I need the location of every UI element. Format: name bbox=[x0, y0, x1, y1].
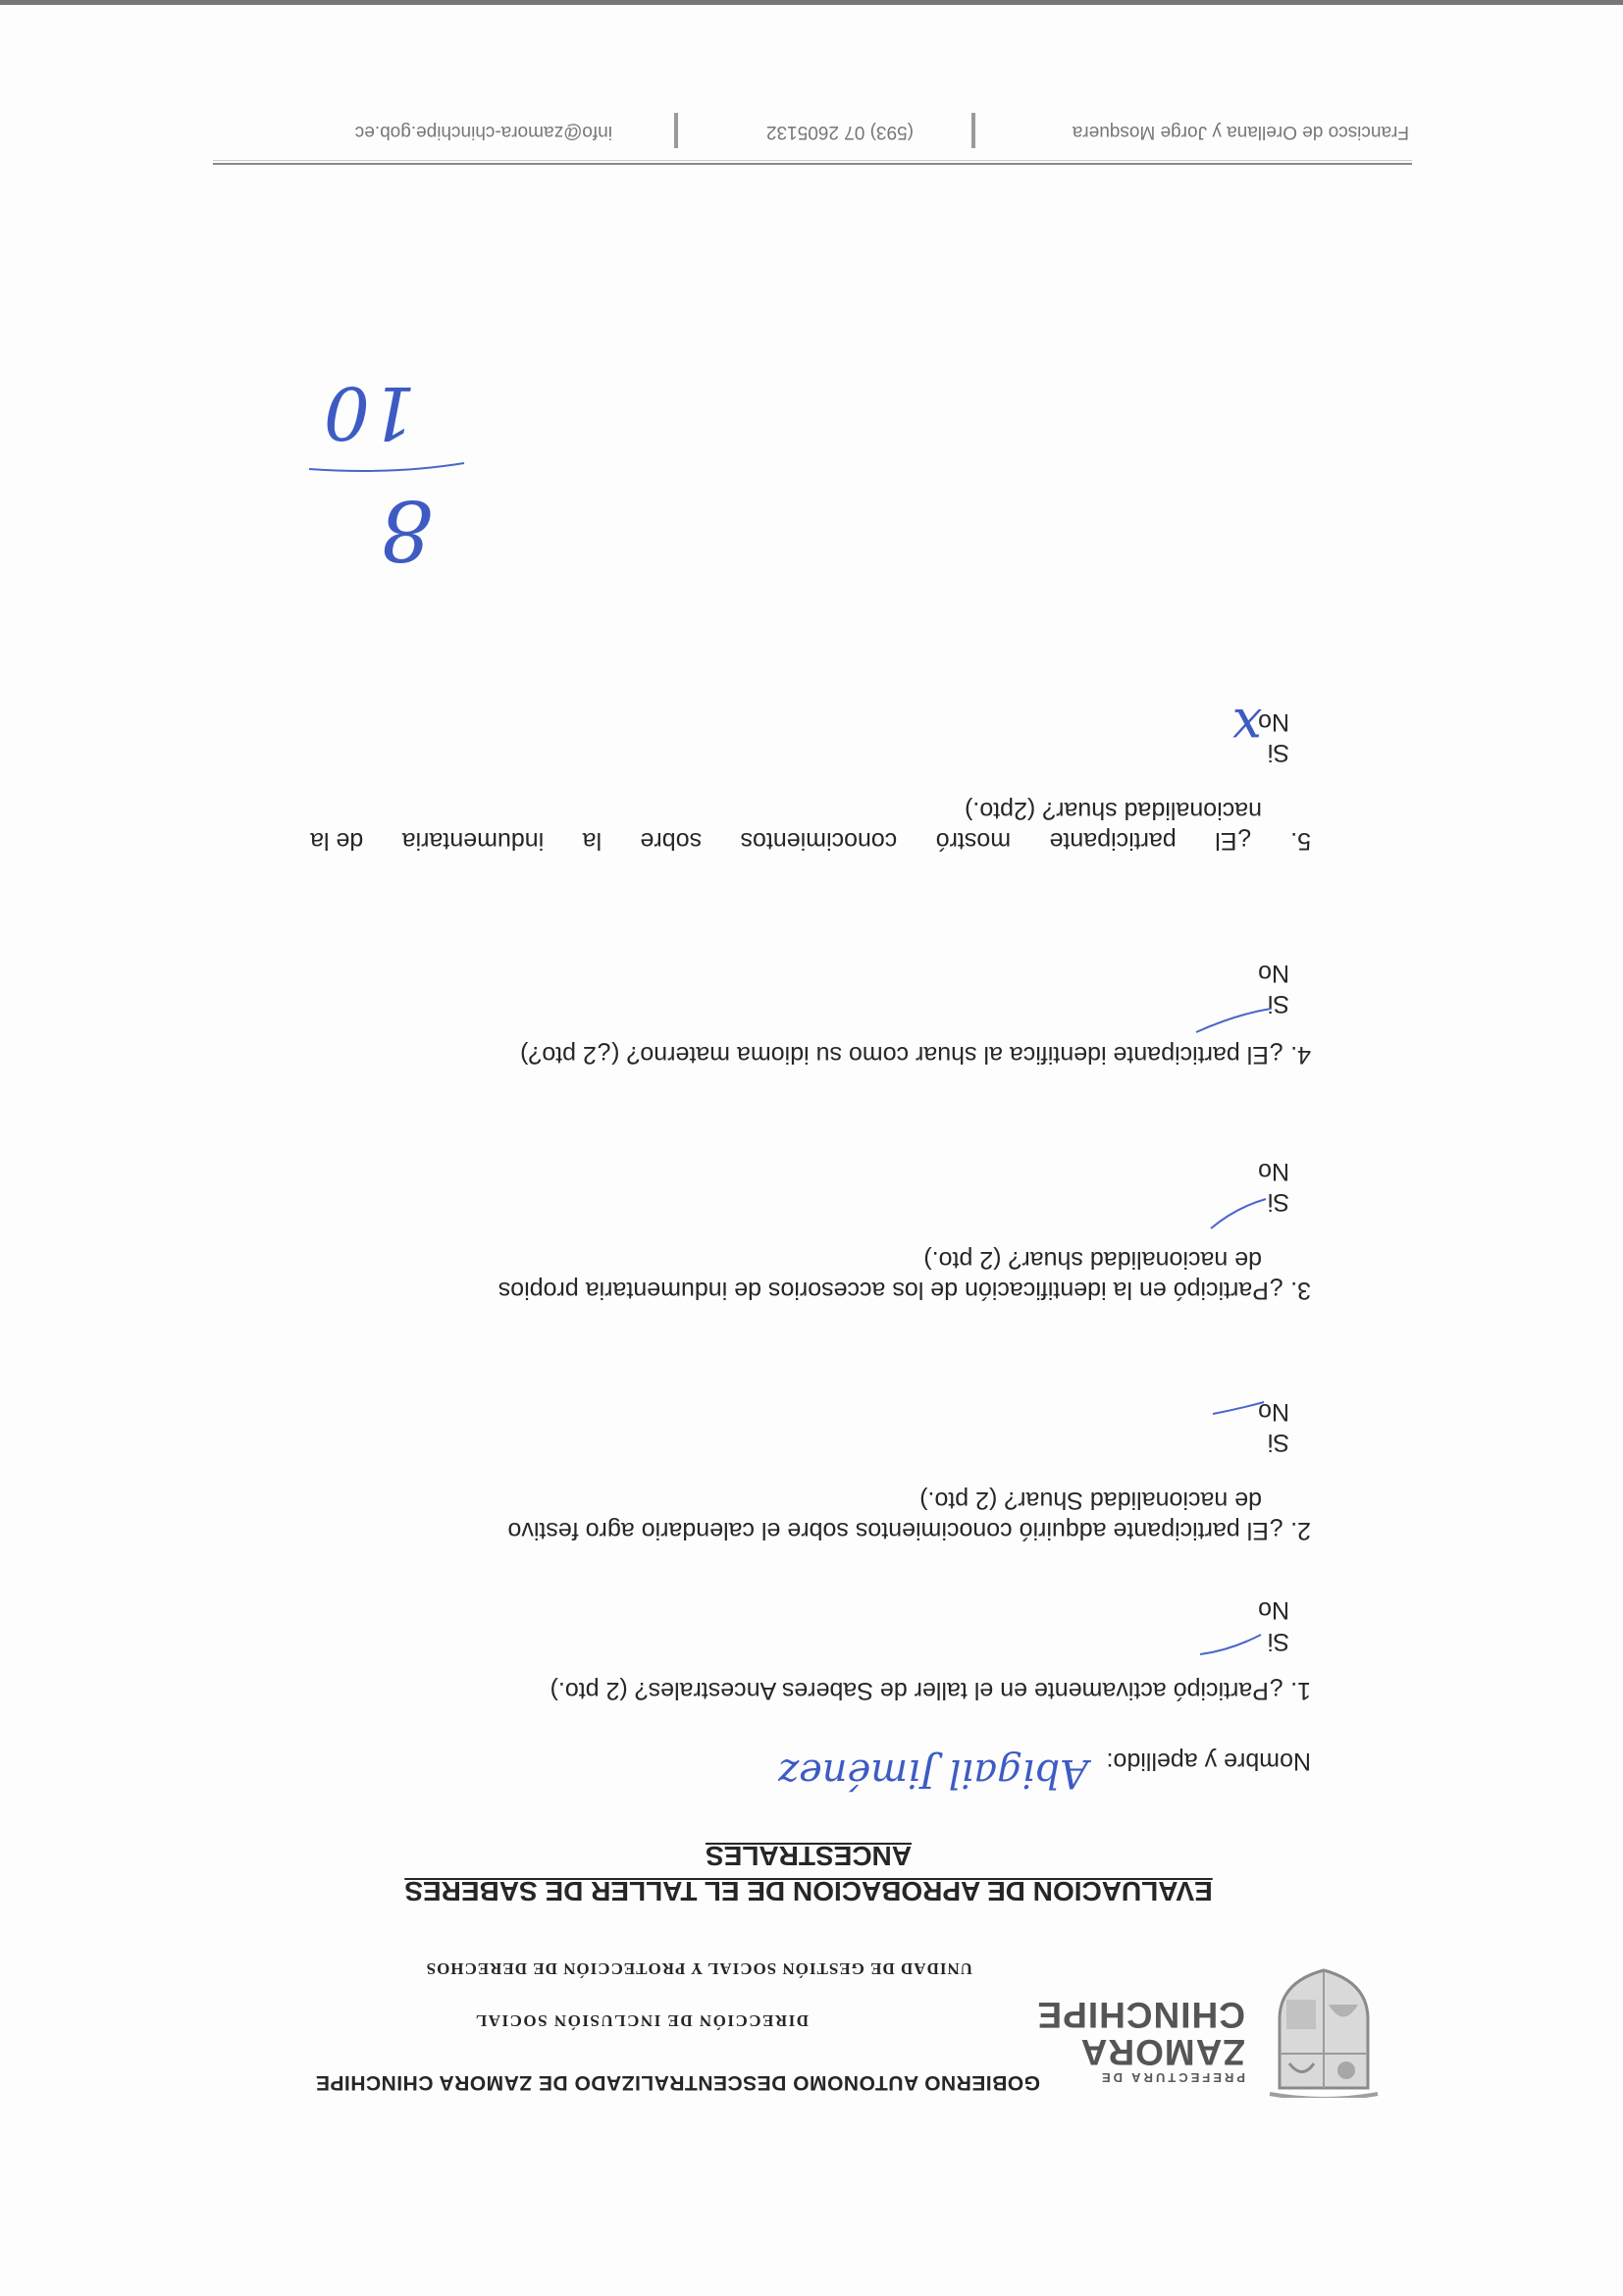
footer-email: info@zamora-chinchipe.gob.ec bbox=[354, 122, 612, 142]
q4-option-si: Si bbox=[1267, 990, 1289, 1018]
score-earned: 8 bbox=[380, 482, 433, 578]
score-total: 10 bbox=[323, 370, 416, 454]
direction-heading: DIRECCIÓN DE INCLUSIÓN SOCIAL bbox=[474, 2011, 809, 2030]
q4-option-no: No bbox=[1258, 960, 1289, 987]
q3-check-mark bbox=[1206, 1193, 1270, 1232]
footer-rule bbox=[213, 163, 1412, 165]
q1-option-si: Si bbox=[1267, 1628, 1289, 1655]
q2-option-si: Si bbox=[1267, 1429, 1289, 1456]
q5-x-mark: x bbox=[1231, 697, 1262, 758]
title-line-1: EVALUACION DE APROBACION DE EL TALLER DE SABERES bbox=[404, 1876, 1213, 1906]
footer-phone: (593) 07 2605132 bbox=[765, 122, 914, 142]
q1-check-mark bbox=[1196, 1629, 1265, 1658]
footer-separator-2 bbox=[674, 113, 678, 148]
footer-address: Francisco de Orellana y Jorge Mosquera bbox=[1072, 122, 1409, 142]
name-label: Nombre y apellido: bbox=[1106, 1748, 1311, 1775]
footer bbox=[212, 103, 1409, 142]
q3-option-si: Si bbox=[1267, 1188, 1289, 1216]
question-3: 3. ¿Participó en la identificación de los accesorios de indumentaria propios de nacionalidad shuar? (2 pto.) bbox=[497, 1246, 1311, 1304]
question-5: 5. ¿El participante mostró conocimientos sobre la indumentaria de la nacionalidad shuar? (2pto.) bbox=[310, 797, 1311, 855]
footer-rule-thin bbox=[213, 160, 1412, 161]
unit-heading: UNIDAD DE GESTIÓN SOCIAL Y PROTECCIÓN DE DERECHOS bbox=[425, 1959, 972, 1978]
q1-option-no: No bbox=[1258, 1596, 1289, 1624]
question-5-line-1: 5. ¿El participante mostró conocimientos sobre la indumentaria de la bbox=[310, 827, 1311, 855]
title-line-2: ANCESTRALES bbox=[706, 1841, 913, 1871]
q2-option-no: No bbox=[1258, 1398, 1289, 1426]
name-handwritten: Abigail Jiménez bbox=[778, 1750, 1088, 1796]
question-2: 2. ¿El participante adquirió conocimientos sobre el calendario agro festivo de nacionalidad Shuar? (2 pto.) bbox=[507, 1487, 1311, 1544]
logo-prefix: PREFECTURA DE bbox=[1098, 2070, 1245, 2085]
q2-check-mark bbox=[1209, 1396, 1268, 1418]
q5-option-si: Si bbox=[1267, 739, 1289, 766]
logo-line-1: ZAMORA bbox=[1079, 2032, 1245, 2072]
score-handwritten bbox=[303, 348, 470, 578]
footer-separator-1 bbox=[971, 113, 975, 148]
government-heading: GOBIERNO AUTONOMO DESCENTRALIZADO DE ZAMORA CHINCHIPE bbox=[315, 2071, 1040, 2094]
logo-line-2: CHINCHIPE bbox=[1036, 1995, 1245, 2035]
question-1: 1. ¿Participó activamente en el taller de Saberes Ancestrales? (2 pto.) bbox=[550, 1677, 1311, 1704]
q5-option-no: No bbox=[1258, 708, 1289, 736]
q3-option-no: No bbox=[1258, 1158, 1289, 1185]
question-4: 4. ¿El participante identifica al shuar como su idioma materno? (¿2 pto?) bbox=[520, 1041, 1311, 1069]
logo-wordmark bbox=[1020, 1996, 1245, 2085]
crest-logo-icon bbox=[1265, 1965, 1383, 2098]
page-title bbox=[352, 1838, 1265, 1908]
q4-check-mark bbox=[1191, 1002, 1275, 1036]
